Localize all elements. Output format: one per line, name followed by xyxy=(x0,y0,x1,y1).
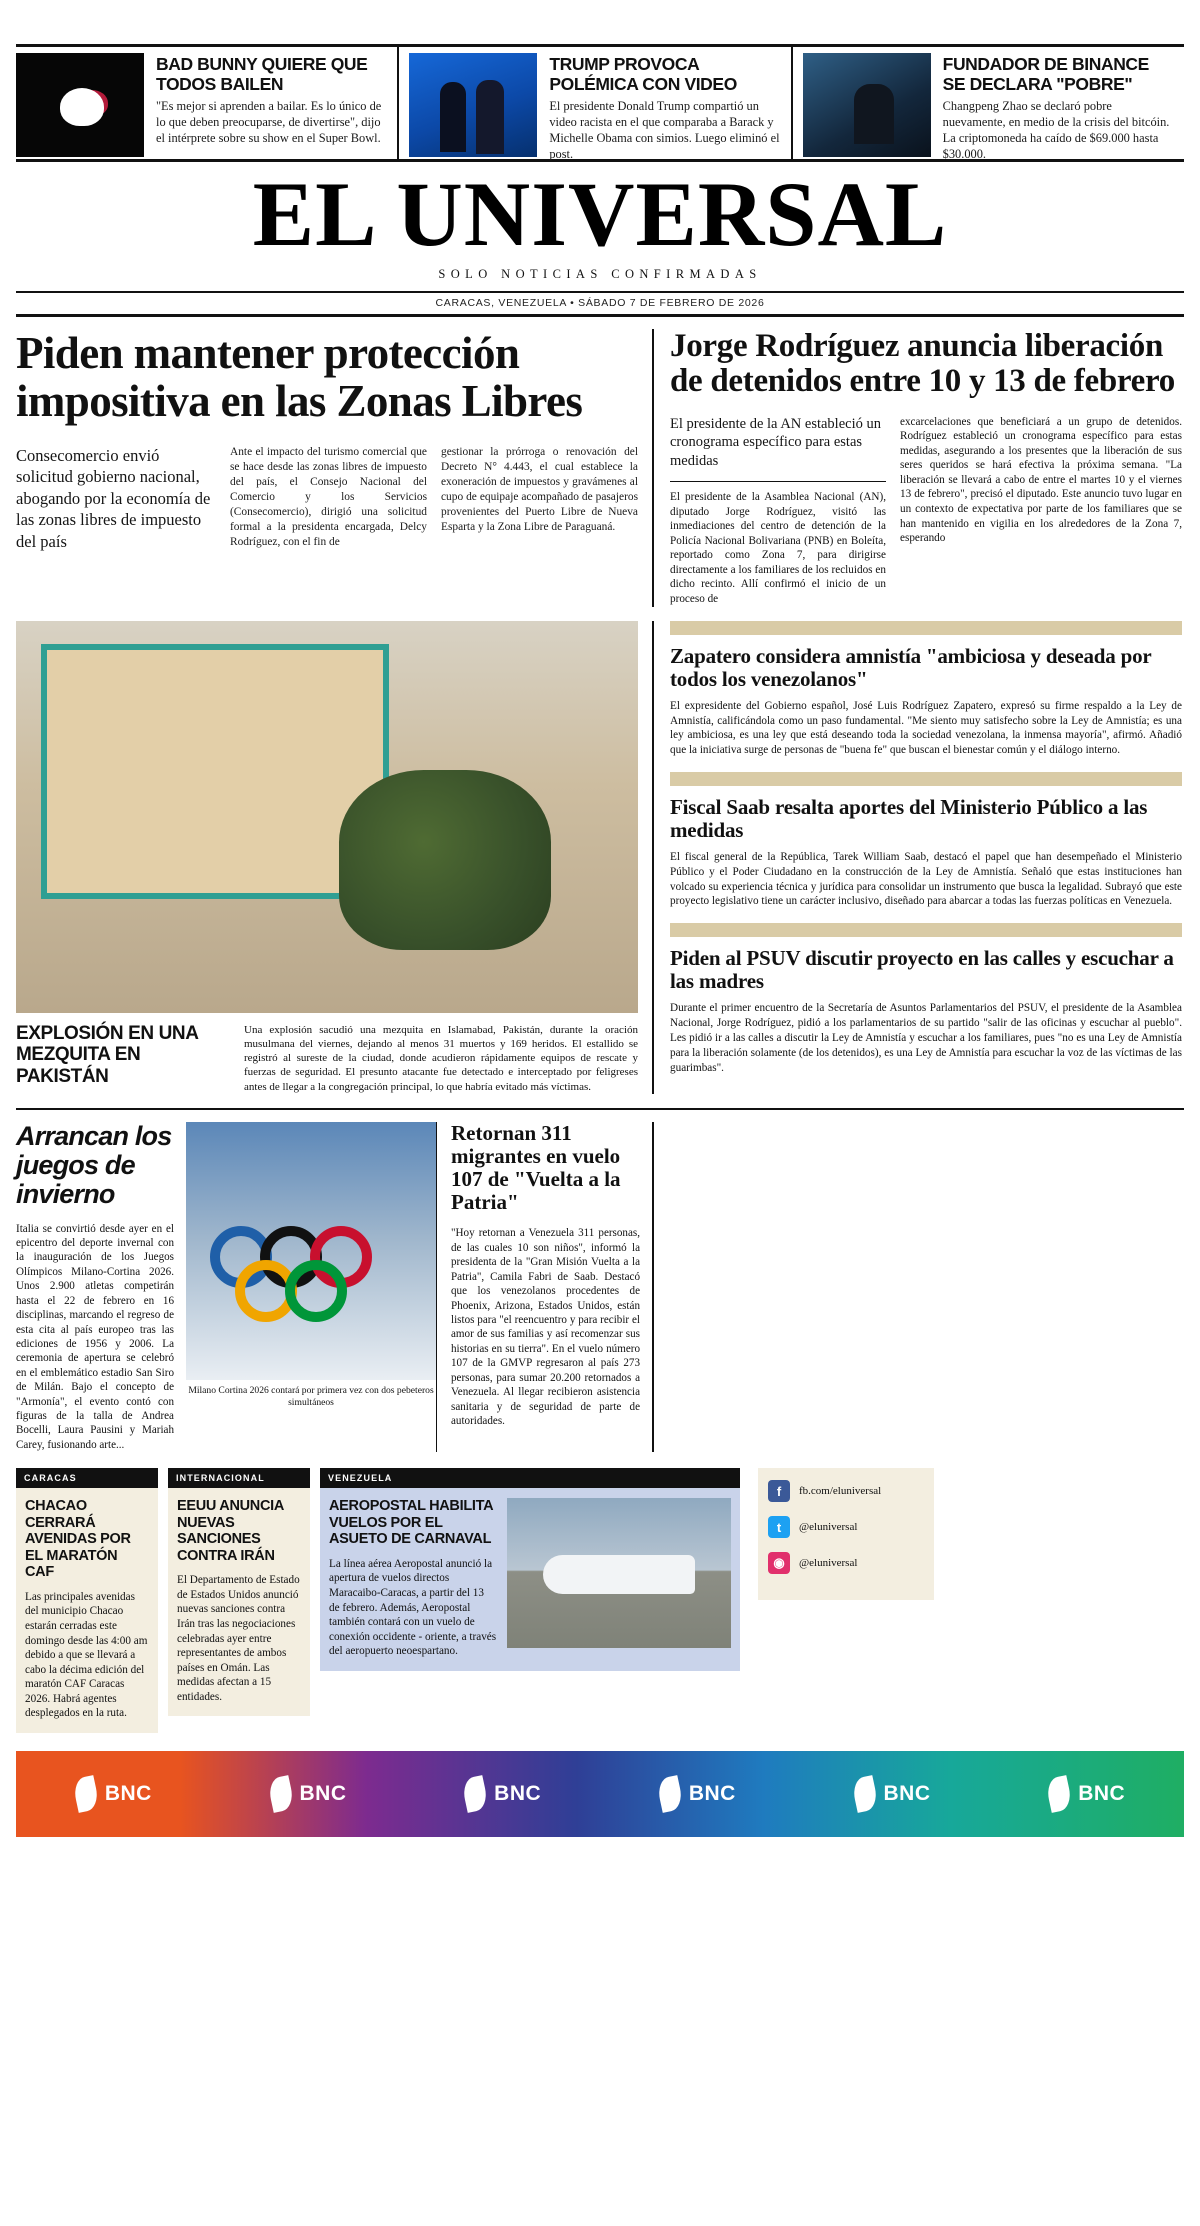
aeropostal-airplane-photo xyxy=(507,1498,731,1648)
teaser-title: FUNDADOR DE BINANCE SE DECLARA "POBRE" xyxy=(942,54,1149,94)
teaser-body: "Es mejor si aprenden a bailar. Es lo único de lo que deben preocuparse, de divertirse", dijo el intérprete sobre su show en el Super Bowl. xyxy=(156,99,382,145)
social-facebook[interactable] xyxy=(768,1480,924,1502)
facebook-icon: f xyxy=(768,1480,790,1502)
lead-main-col1: Ante el impacto del turismo comercial que se hace desde las zonas libres de impuesto del país, el Consejo Nacional del Comercio y los Servicios (Consecomercio), dirigió una solicitud formal a la presidenta encargada, Delcy Rodríguez, con el fin de xyxy=(230,445,427,549)
teaser-bad-bunny[interactable] xyxy=(16,47,397,159)
sidebar-article-saab[interactable] xyxy=(670,796,1182,909)
olympic-photo-caption: Milano Cortina 2026 contará por primera vez con dos pebeteros simultáneos xyxy=(188,1385,434,1409)
main-photo-caption: Una explosión sacudió una mezquita en Islamabad, Pakistán, durante la oración musulmana del viernes, dejando al menos 31 muertos y 169 heridos. El estallido se registró al sureste de la ciudad, donde acudieron rápidamente equipos de rescate y fuerzas de seguridad. El presunto atacante fue detectado e interceptado por feligreses antes de llegar a la congregación principal, lo que habría evitado más víctimas. xyxy=(244,1023,638,1093)
card-internacional[interactable] xyxy=(168,1468,310,1716)
teaser-body: El presidente Donald Trump compartió un video racista en el que comparaba a Barack y Michelle Obama con simios. Luego eliminó el post. xyxy=(549,99,780,161)
bnc-leaf-icon xyxy=(850,1775,879,1813)
bottom-cards-row xyxy=(16,1468,1184,1733)
card-tag: INTERNACIONAL xyxy=(168,1468,310,1488)
card-tag: CARACAS xyxy=(16,1468,158,1488)
card-body-text: La línea aérea Aeropostal anunció la apertura de vuelos directos Maracaibo-Caracas, a partir del 13 de febrero. Además, Aeropostal también contará con un vuelo de conexión occidente - oriente, a través del aeropuerto neoespartano. xyxy=(329,1557,497,1658)
bnc-logo-cell xyxy=(405,1777,600,1811)
sidebar-body: Durante el primer encuentro de la Secretaría de Asuntos Parlamentarios del PSUV, el presidente de la Asamblea Nacional, Jorge Rodríguez, pidió a los parlamentarios de su partido "salir de las oficinas y escuchar al pueblo". Les pidió ir a las calles a discutir la Ley de Amnistía y escuchar a los familiares, pues "no es una Ley de Amnistía para la liberación solamente (de los detenidos), es una Ley de Amnistía para escuchar la voz de las víctimas de las guarimbas". xyxy=(670,1002,1182,1074)
mosque-explosion-photo xyxy=(16,621,638,1013)
lead-secondary-headline: Jorge Rodríguez anuncia liberación de detenidos entre 10 y 13 de febrero xyxy=(670,327,1175,399)
sidebar-headline: Fiscal Saab resalta aportes del Ministerio Público a las medidas xyxy=(670,794,1148,842)
main-photo-article[interactable] xyxy=(16,621,652,1094)
sidebar-headline: Piden al PSUV discutir proyecto en las calles y escuchar a las madres xyxy=(670,946,1174,994)
bnc-leaf-icon xyxy=(461,1775,490,1813)
dateline: CARACAS, VENEZUELA • SÁBADO 7 DE FEBRERO DE 2026 xyxy=(435,296,765,309)
lead-secondary-col2: excarcelaciones que beneficiará a un grupo de detenidos. Rodríguez estableció un cronograma específico para estas medidas, asegurando a los presentes que la liberación de sus seres queridos se hará efectiva la próxima semana. "La liberación se llevará a cabo de entre el martes 10 y el viernes 13 de febrero", precisó el diputado. Este anuncio tuvo lugar en un contexto de expectativa por parte de los familiares que se han mantenido en vigilia en los alrededores de la Zona 7, esperando xyxy=(900,415,1182,545)
changpeng-zhao-photo xyxy=(803,53,931,157)
sidebar-headline: Zapatero considera amnistía "ambiciosa y deseada por todos los venezolanos" xyxy=(670,643,1152,691)
section-rule xyxy=(670,772,1182,786)
masthead-tagline: SOLO NOTICIAS CONFIRMADAS xyxy=(438,266,762,281)
obama-photo xyxy=(409,53,537,157)
card-body-text: El Departamento de Estado de Estados Unidos anunció nuevas sanciones contra Irán tras las negociaciones celebradas ayer entre representantes de ambos países en Omán. Las medidas afectan a 15 entidades. xyxy=(177,1574,300,1703)
social-links-panel xyxy=(758,1468,934,1600)
teaser-title: BAD BUNNY QUIERE QUE TODOS BAILEN xyxy=(156,54,368,94)
bnc-label: BNC xyxy=(1078,1781,1126,1805)
lead-row xyxy=(16,329,1184,607)
teaser-binance[interactable] xyxy=(791,47,1184,159)
mid-row xyxy=(16,621,1184,1094)
dateline-bar xyxy=(16,291,1184,317)
sidebar-body: El expresidente del Gobierno español, José Luis Rodríguez Zapatero, expresó su firme respaldo a la Ley de Amnistía, calificándola como un paso fundamental. "Me siento muy satisfecho sobre la Ley de Amnistía; es una ley ambiciosa, es una ley que está deseando toda la sociedad venezolana, la inmensa mayoría", afirmó. Añadió que la iniciativa surge de personas de "buena fe" que buscan el bienestar común y el diálogo interno. xyxy=(670,699,1182,757)
bnc-logo-cell xyxy=(795,1777,990,1811)
migrants-headline: Retornan 311 migrantes en vuelo 107 de "Vuelta a la Patria" xyxy=(451,1121,621,1215)
section-rule xyxy=(670,621,1182,635)
divider xyxy=(670,481,886,482)
teaser-trump[interactable] xyxy=(397,47,790,159)
twitter-handle: @eluniversal xyxy=(799,1521,858,1534)
main-photo-kicker: EXPLOSIÓN EN UNA MEZQUITA EN PAKISTÁN xyxy=(16,1022,198,1087)
bnc-logo-cell xyxy=(211,1777,406,1811)
migrants-body: "Hoy retornan a Venezuela 311 personas, de las cuales 10 son niños", informó la presidenta de la "Gran Misión Vuelta a la Patria", Camila Fabri de Saab. Destacó que los venezolanos procedentes de Phoenix, Arizona, Estados Unidos, están listos para "el reencuentro y para recibir el amor de sus familias y así recomenzar sus historias en su tierra". En el vuelo número 107 de la GMVP regresaron al país 273 personas, para sumar 20.200 retornados a Venezuela. Al llegar recibieron asistencia sanitaria y de seguridad de parte de autoridades. xyxy=(451,1227,640,1427)
lead-main-col2: gestionar la prórroga o renovación del Decreto N° 4.443, el cual establece la exoneración de impuestos y gravámenes al cupo de equipaje acompañado de pasajeros provenientes del Puerto Libre de Nueva Esparta y la Zona Libre de Paraguaná. xyxy=(441,445,638,534)
olympic-rings-photo xyxy=(186,1122,436,1380)
sidebar-articles xyxy=(652,621,1182,1094)
bnc-label: BNC xyxy=(883,1781,931,1805)
card-headline: CHACAO CERRARÁ AVENIDAS POR EL MARATÓN CAF xyxy=(25,1498,131,1581)
bnc-leaf-icon xyxy=(266,1775,295,1813)
lead-secondary-article[interactable] xyxy=(652,329,1182,607)
card-venezuela-aeropostal[interactable] xyxy=(320,1468,740,1670)
bnc-logo-cell xyxy=(16,1777,211,1811)
sidebar-article-zapatero[interactable] xyxy=(670,645,1182,758)
bnc-leaf-icon xyxy=(72,1775,101,1813)
winter-games-article[interactable] xyxy=(16,1122,186,1452)
lead-secondary-col1: El presidente de la Asamblea Nacional (AN), diputado Jorge Rodríguez, visitó las inmediaciones del centro de detención de la Policía Nacional Bolivariana (PNB) en Boleíta, reportado como Zona 7, para dirigirse directamente a los familiares de los recluidos en dicho recinto. Allí confirmó el inicio de un proceso de xyxy=(670,491,886,606)
newspaper-title: EL UNIVERSAL xyxy=(252,163,948,265)
migrants-article[interactable] xyxy=(436,1122,652,1452)
teaser-body: Changpeng Zhao se declaró pobre nuevamente, en medio de la crisis del bitcóin. La criptomoneda ha caído de $69.000 hasta $30.000. xyxy=(942,99,1170,161)
bnc-logo-cell xyxy=(989,1777,1184,1811)
instagram-icon: ◉ xyxy=(768,1552,790,1574)
bnc-leaf-icon xyxy=(656,1775,685,1813)
social-twitter[interactable] xyxy=(768,1516,924,1538)
psuv-spacer-column xyxy=(652,1122,866,1452)
newspaper-front-page xyxy=(0,44,1200,2226)
facebook-handle: fb.com/eluniversal xyxy=(799,1485,882,1498)
bnc-label: BNC xyxy=(104,1781,152,1805)
card-caracas[interactable] xyxy=(16,1468,158,1733)
olympic-photo-block xyxy=(186,1122,436,1452)
bnc-advertising-banner[interactable] xyxy=(16,1751,1184,1837)
lead-main-article[interactable] xyxy=(16,329,652,607)
card-tag: VENEZUELA xyxy=(320,1468,740,1488)
lead-main-headline: Piden mantener protección impositiva en las Zonas Libres xyxy=(16,327,583,426)
sidebar-body: El fiscal general de la República, Tarek William Saab, destacó el papel que han desempeñado el Ministerio Público y el Poder Ciudadano en la construcción de la Ley de Amnistía. Señaló que estas instituciones han volcado su experiencia técnica y jurídica para consolidar un instrumento que busca la legalidad. Subrayó que este proyecto legislativo tiene un carácter inclusivo, diseñado para abarcar a todas las fuerzas políticas en Venezuela. xyxy=(670,851,1182,908)
winter-games-headline: Arrancan los juegos de invierno xyxy=(16,1121,172,1210)
card-headline: EEUU ANUNCIA NUEVAS SANCIONES CONTRA IRÁN xyxy=(177,1498,284,1564)
teaser-title: TRUMP PROVOCA POLÉMICA CON VIDEO xyxy=(549,54,737,94)
twitter-icon: t xyxy=(768,1516,790,1538)
sidebar-article-psuv[interactable] xyxy=(670,947,1182,1075)
bnc-leaf-icon xyxy=(1045,1775,1074,1813)
lead-main-standfirst: Consecomercio envió solicitud gobierno nacional, abogando por la economía de las zonas libres de impuesto del país xyxy=(16,445,211,551)
social-instagram[interactable] xyxy=(768,1552,924,1574)
top-teaser-strip xyxy=(16,44,1184,162)
bnc-label: BNC xyxy=(494,1781,542,1805)
lead-secondary-standfirst: El presidente de la AN estableció un cronograma específico para estas medidas xyxy=(670,415,881,470)
section-rule xyxy=(670,923,1182,937)
card-body-text: Las principales avenidas del municipio Chacao estarán cerradas este domingo desde las 4:00 am debido a que se llevará a cabo la décima edición del maratón CAF Caracas 2026. Habrá agentes desplegados en la ruta. xyxy=(25,1590,148,1720)
sports-row xyxy=(16,1108,1184,1452)
masthead xyxy=(16,162,1184,282)
bnc-label: BNC xyxy=(688,1781,736,1805)
bad-bunny-photo xyxy=(16,53,144,157)
instagram-handle: @eluniversal xyxy=(799,1557,858,1570)
bnc-logo-cell xyxy=(600,1777,795,1811)
card-headline: AEROPOSTAL HABILITA VUELOS POR EL ASUETO DE CARNAVAL xyxy=(329,1498,493,1548)
winter-games-body: Italia se convirtió desde ayer en el epicentro del deporte invernal con la inauguración de los Juegos Olímpicos Milano-Cortina 2026. Unos 2.900 atletas competirán hasta el 22 de febrero en 16 disciplinas, marcando el regreso de esta cita al país europeo tras las ediciones de 1956 y 2006. La ceremonia de apertura se celebró en el emblemático estadio San Siro de Milán. Bajo el concepto de "Armonía", el evento contó con figuras de la talla de Andrea Bocelli, Laura Pausini y Mariah Carey, fusionando arte... xyxy=(16,1222,174,1451)
bnc-label: BNC xyxy=(299,1781,347,1805)
ring-green xyxy=(285,1260,347,1322)
